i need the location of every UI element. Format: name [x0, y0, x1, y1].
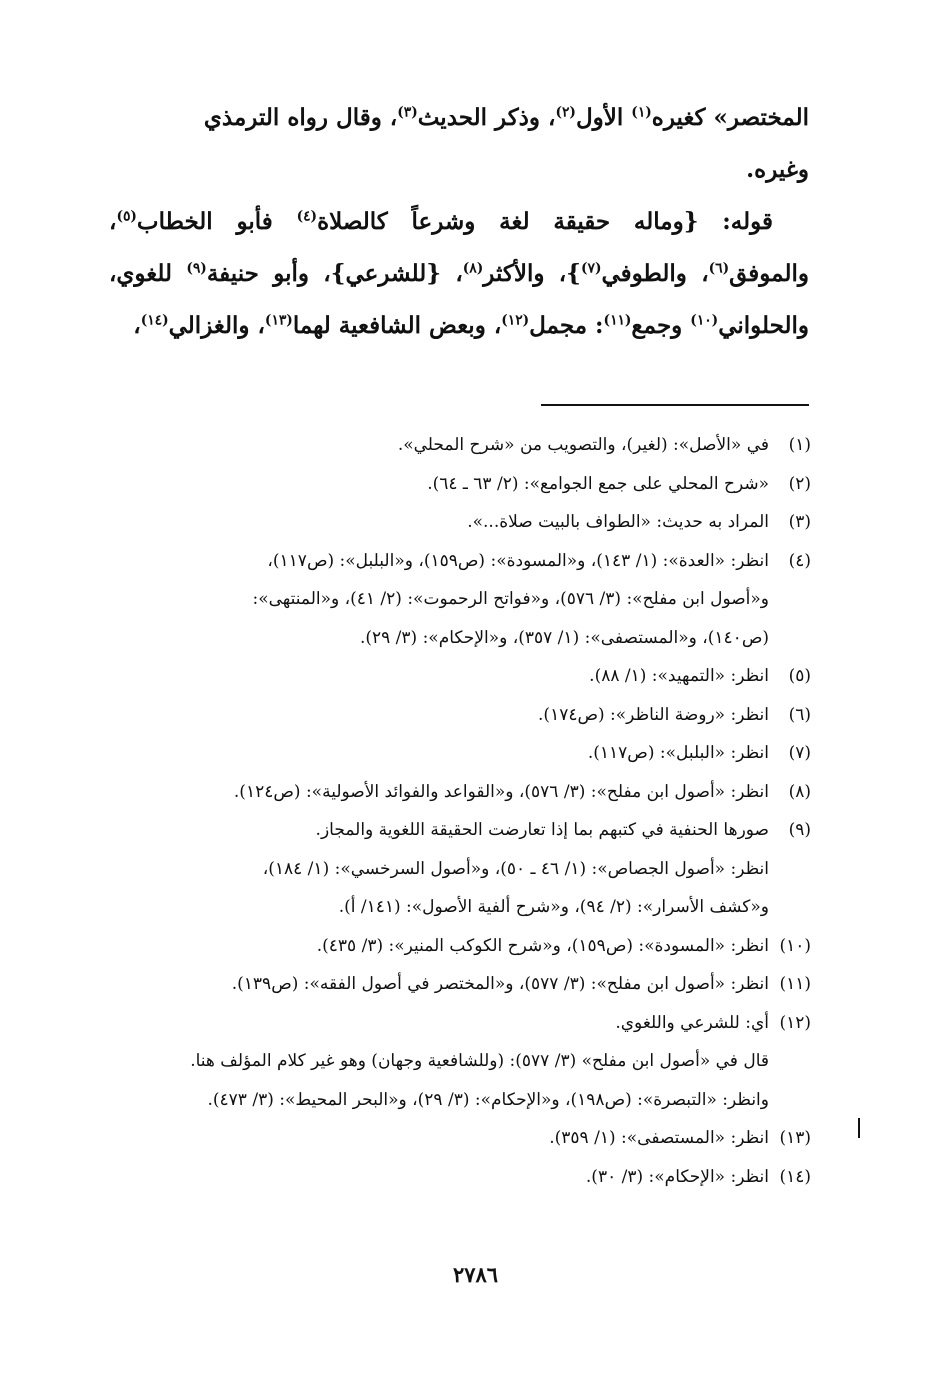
footnote-ref-12: (١٢)	[501, 312, 530, 329]
footnote-separator	[541, 404, 809, 406]
footnote-number: (٢)	[788, 473, 811, 494]
footnote-ref-9: (٩)	[186, 260, 207, 277]
main-text	[109, 92, 809, 352]
footnote-line: «شرح المحلي على جمع الجوامع»: (٢/ ٦٣ ـ ٦٤).	[427, 473, 769, 494]
footnote-9	[111, 811, 811, 927]
footnote-number: (١)	[788, 435, 811, 455]
footnote-number: (١٤)	[779, 1166, 811, 1187]
footnote-ref-6: (٦)	[708, 260, 730, 277]
text-segment: ، والطوفي	[601, 260, 709, 287]
text-segment: ، والموفق	[109, 208, 809, 287]
paragraph-1	[109, 92, 809, 196]
footnotes	[111, 426, 811, 1196]
footnote-body	[111, 734, 769, 773]
footnote-line: (ص١٤٠)، و«المستصفى»: (١/ ٣٥٧)، و«الإحكام»: (٣/ ٢٩).	[359, 627, 769, 648]
text-segment: قوله: {وماله حقيقة لغة وشرعاً كالصلاة	[317, 208, 773, 235]
footnote-line: انظر: «العدة»: (١/ ١٤٣)، و«المسودة»: (ص١٥٩)، و«البلبل»: (ص١١٧)،	[267, 550, 769, 571]
footnote-line: أي: للشرعي واللغوي.	[615, 1012, 769, 1033]
text-segment: المختصر» كغيره	[651, 104, 809, 131]
footnote-line: قال في «أصول ابن مفلح» (٣/ ٥٧٧): (وللشافعية وجهان) وهو غير كلام المؤلف هنا.	[190, 1051, 769, 1071]
text-segment: ، والغزالي	[168, 312, 265, 339]
footnote-line: وانظر: «التبصرة»: (ص١٩٨)، و«الإحكام»: (٣/ ٢٩)، و«البحر المحيط»: (٣/ ٤٧٣).	[207, 1089, 769, 1110]
footnote-number: (١٣)	[779, 1128, 811, 1148]
footnote-number: (٧)	[788, 743, 811, 763]
footnote-number: (٤)	[788, 550, 811, 571]
footnote-4	[111, 542, 811, 658]
footnote-line: انظر: «أصول ابن مفلح»: (٣/ ٥٧٧)، و«المختصر في أصول الفقه»: (ص١٣٩).	[231, 974, 769, 994]
footnote-10	[111, 927, 811, 966]
text-segment: وغيره.	[746, 156, 809, 183]
margin-mark	[858, 1118, 860, 1138]
footnote-line: انظر: «أصول ابن مفلح»: (٣/ ٥٧٦)، و«القواعد والفوائد الأصولية»: (ص١٢٤).	[233, 781, 769, 802]
paragraph-2	[109, 196, 809, 352]
footnote-line: انظر: «روضة الناظر»: (ص١٧٤).	[538, 704, 769, 725]
footnote-line: انظر: «المسودة»: (ص١٥٩)، و«شرح الكوكب المنير»: (٣/ ٤٣٥).	[316, 935, 769, 956]
footnote-6	[111, 696, 811, 735]
footnote-line: و«كشف الأسرار»: (٢/ ٩٤)، و«شرح ألفية الأصول»: (١٤١/ أ).	[338, 897, 769, 917]
footnote-body	[111, 696, 769, 735]
footnote-3	[111, 503, 811, 542]
footnote-ref-5: (٥)	[116, 208, 137, 225]
footnote-line: انظر: «البلبل»: (ص١١٧).	[587, 743, 769, 763]
footnote-8	[111, 773, 811, 812]
footnote-2	[111, 465, 811, 504]
footnote-body	[111, 1158, 769, 1197]
footnote-ref-14: (١٤)	[140, 312, 169, 329]
footnote-body	[111, 811, 769, 927]
footnote-body	[111, 773, 769, 812]
footnote-line: في «الأصل»: (لغير)، والتصويب من «شرح المحلي».	[397, 435, 769, 455]
footnote-ref-7: (٧)	[580, 260, 602, 277]
text-segment: فأبو الخطاب	[136, 208, 297, 235]
footnote-line: انظر: «أصول الجصاص»: (١/ ٤٦ ـ ٥٠)، و«أصول السرخسي»: (١/ ١٨٤)،	[262, 858, 769, 879]
footnote-1	[111, 426, 811, 465]
footnote-ref-3: (٣)	[397, 104, 418, 121]
text-segment: ،	[133, 312, 141, 339]
text-segment: }، والأكثر	[483, 260, 581, 287]
footnote-body	[111, 927, 769, 966]
footnote-body	[111, 503, 769, 542]
footnote-line: المراد به حديث: «الطواف بالبيت صلاة...».	[467, 512, 769, 532]
footnote-number: (١٢)	[779, 1012, 811, 1033]
footnote-ref-4: (٤)	[296, 208, 318, 225]
footnote-13	[111, 1119, 811, 1158]
footnote-number: (٣)	[788, 512, 811, 532]
footnote-line: صورها الحنفية في كتبهم بما إذا تعارضت الحقيقة اللغوية والمجاز.	[315, 820, 769, 840]
footnote-number: (٨)	[788, 781, 811, 802]
footnote-body	[111, 657, 769, 696]
text-segment: وجمع	[631, 312, 691, 339]
footnote-body	[111, 465, 769, 504]
footnote-body	[111, 1004, 769, 1120]
footnote-ref-13: (١٣)	[264, 312, 293, 329]
page-number: ٢٧٨٦	[452, 1262, 499, 1287]
footnote-number: (١١)	[779, 974, 811, 994]
footnote-ref-2: (٢)	[555, 104, 576, 121]
footnote-line: انظر: «الإحكام»: (٣/ ٣٠).	[585, 1166, 769, 1187]
footnote-line: انظر: «التمهيد»: (١/ ٨٨).	[589, 666, 769, 686]
footnote-ref-11: (١١)	[603, 312, 632, 329]
text-segment: ، وذكر الحديث	[417, 104, 556, 131]
footnote-ref-8: (٨)	[462, 260, 484, 277]
footnote-5	[111, 657, 811, 696]
footnote-ref-1: (١)	[631, 104, 652, 121]
footnote-number: (٩)	[788, 820, 811, 840]
text-segment: الأول	[575, 104, 632, 131]
footnote-body	[111, 426, 769, 465]
footnote-ref-10: (١٠)	[690, 312, 719, 329]
footnote-number: (١٠)	[779, 935, 811, 956]
text-segment: ، وقال رواه الترمذي	[203, 104, 398, 131]
footnote-11	[111, 965, 811, 1004]
footnote-number: (٥)	[788, 666, 811, 686]
footnote-body	[111, 542, 769, 658]
text-segment: : مجمل	[529, 312, 604, 339]
footnote-14	[111, 1158, 811, 1197]
footnote-body	[111, 1119, 769, 1158]
footnote-7	[111, 734, 811, 773]
text-segment: ، {للشرعي}، وأبو حنيفة	[206, 260, 463, 287]
footnote-12	[111, 1004, 811, 1120]
text-segment: للغوي، والحلواني	[109, 260, 809, 339]
text-segment: ، وبعض الشافعية لهما	[292, 312, 502, 339]
footnote-number: (٦)	[788, 704, 811, 725]
footnote-line: و«أصول ابن مفلح»: (٣/ ٥٧٦)، و«فواتح الرحموت»: (٢/ ٤١)، و«المنتهى»:	[252, 589, 769, 609]
footnote-line: انظر: «المستصفى»: (١/ ٣٥٩).	[549, 1128, 769, 1148]
footnote-body	[111, 965, 769, 1004]
